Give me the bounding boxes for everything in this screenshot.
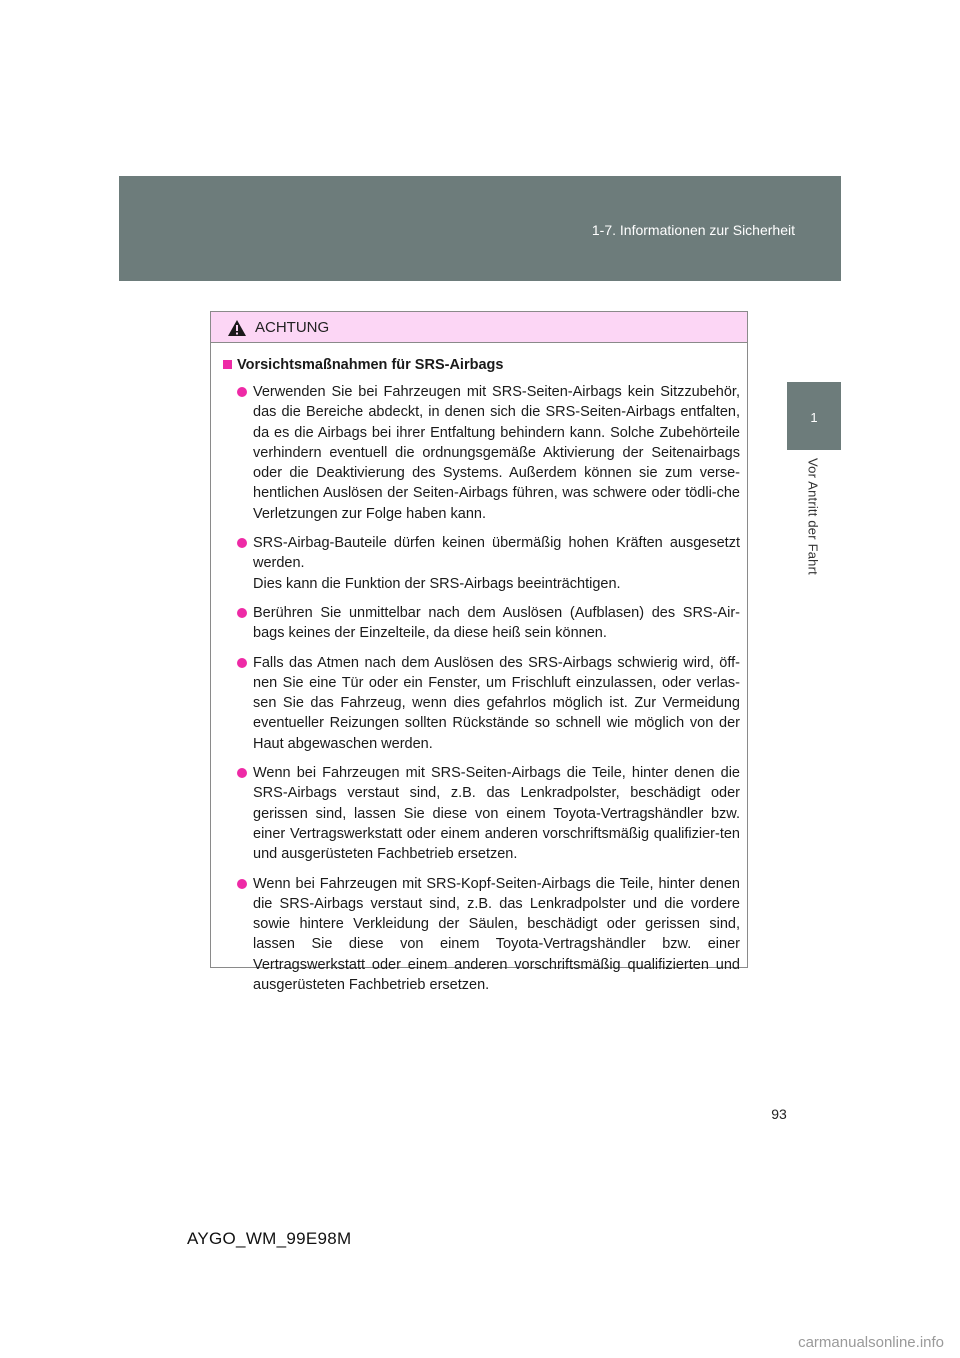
list-item-text-continued: Dies kann die Funktion der SRS-Airbags beeinträchtigen. bbox=[253, 575, 621, 592]
list-item bbox=[223, 763, 740, 864]
warning-section-title bbox=[223, 355, 740, 375]
warning-body bbox=[211, 343, 747, 995]
warning-heading: ACHTUNG bbox=[255, 319, 330, 336]
list-item bbox=[223, 533, 740, 594]
circle-bullet-icon bbox=[237, 538, 247, 548]
circle-bullet-icon bbox=[237, 879, 247, 889]
list-item-text: SRS-Airbag-Bauteile dürfen keinen übermäßig hohen Kräften ausgesetzt werden. bbox=[253, 535, 740, 572]
chapter-label bbox=[801, 458, 825, 598]
chapter-number: 1 bbox=[810, 410, 818, 425]
document-code: AYGO_WM_99E98M bbox=[187, 1229, 352, 1248]
list-item-text: Verwenden Sie bei Fahrzeugen mit SRS-Seiten-Airbags kein Sitzzubehör, das die Bereiche abdeckt, in denen sich die SRS-Seiten-Airbags entfalten, da es die Airbags bei ihrer Entfaltung behindern kann. Solche Zubehörteile verhindern eventuell die ordnungsgemäße Aktivierung der Seitenairbags oder die Deaktivierung des Systems. Außerdem können sie zum verse-hentlichen Auslösen der Seiten-Airbags führen, was schwere oder tödli-che Verletzungen zur Folge haben kann. bbox=[253, 384, 740, 522]
list-item-text: Berühren Sie unmittelbar nach dem Auslösen (Aufblasen) des SRS-Air-bags keines der Einzelteile, da diese heiß sein können. bbox=[253, 604, 740, 642]
circle-bullet-icon bbox=[237, 387, 247, 397]
chapter-label-text: Vor Antritt der Fahrt bbox=[805, 458, 821, 575]
circle-bullet-icon bbox=[237, 608, 247, 618]
list-item-text: Falls das Atmen nach dem Auslösen des SRS-Airbags schwierig wird, öff-nen Sie eine Tür oder ein Fenster, um Frischluft einzulassen, oder verlas-sen Sie das Fahrzeug, wenn dies gefahrlos möglich ist. Zur Vermeidung eventueller Reizungen sollten Rückstände so schnell wie möglich von der Haut abgewaschen werden. bbox=[253, 654, 740, 752]
list-item-text: Wenn bei Fahrzeugen mit SRS-Kopf-Seiten-Airbags die Teile, hinter denen die SRS-Airbags verstaut sind, z.B. das Lenkradpolster und die vordere sowie hintere Verkleidung der Säulen, beschädigt oder gerissen sind, lassen Sie diese von einem Toyota-Vertragshändler bzw. einer Vertragswerkstatt oder einem anderen vorschriftsmäßig qualifizierten und ausgerüsteten Fachbetrieb ersetzen. bbox=[253, 875, 740, 994]
page-number: 93 bbox=[771, 1106, 787, 1122]
list-item bbox=[223, 653, 740, 754]
list-item-text: Wenn bei Fahrzeugen mit SRS-Seiten-Airbags die Teile, hinter denen die SRS-Airbags verstaut sind, z.B. das Lenkradpolster, beschädigt oder gerissen sind, lassen Sie diese von einem Toyota-Vertragshändler bzw. einer Vertragswerkstatt oder einem anderen vorschriftsmäßig qualifizier-ten und ausgerüsteten Fachbetrieb ersetzen. bbox=[253, 765, 740, 863]
circle-bullet-icon bbox=[237, 768, 247, 778]
watermark: carmanualsonline.info bbox=[798, 1334, 944, 1351]
warning-section-title-text: Vorsichtsmaßnahmen für SRS-Airbags bbox=[237, 357, 504, 373]
header-band bbox=[119, 176, 841, 281]
square-bullet-icon bbox=[223, 360, 232, 369]
warning-box bbox=[210, 311, 748, 994]
list-item bbox=[223, 874, 740, 996]
circle-bullet-icon bbox=[237, 658, 247, 668]
list-item bbox=[223, 603, 740, 644]
warning-triangle-icon bbox=[227, 319, 247, 337]
list-item bbox=[223, 382, 740, 524]
chapter-tab bbox=[787, 382, 841, 450]
section-title-header: 1-7. Informationen zur Sicherheit bbox=[591, 222, 795, 238]
warning-header bbox=[211, 312, 747, 343]
